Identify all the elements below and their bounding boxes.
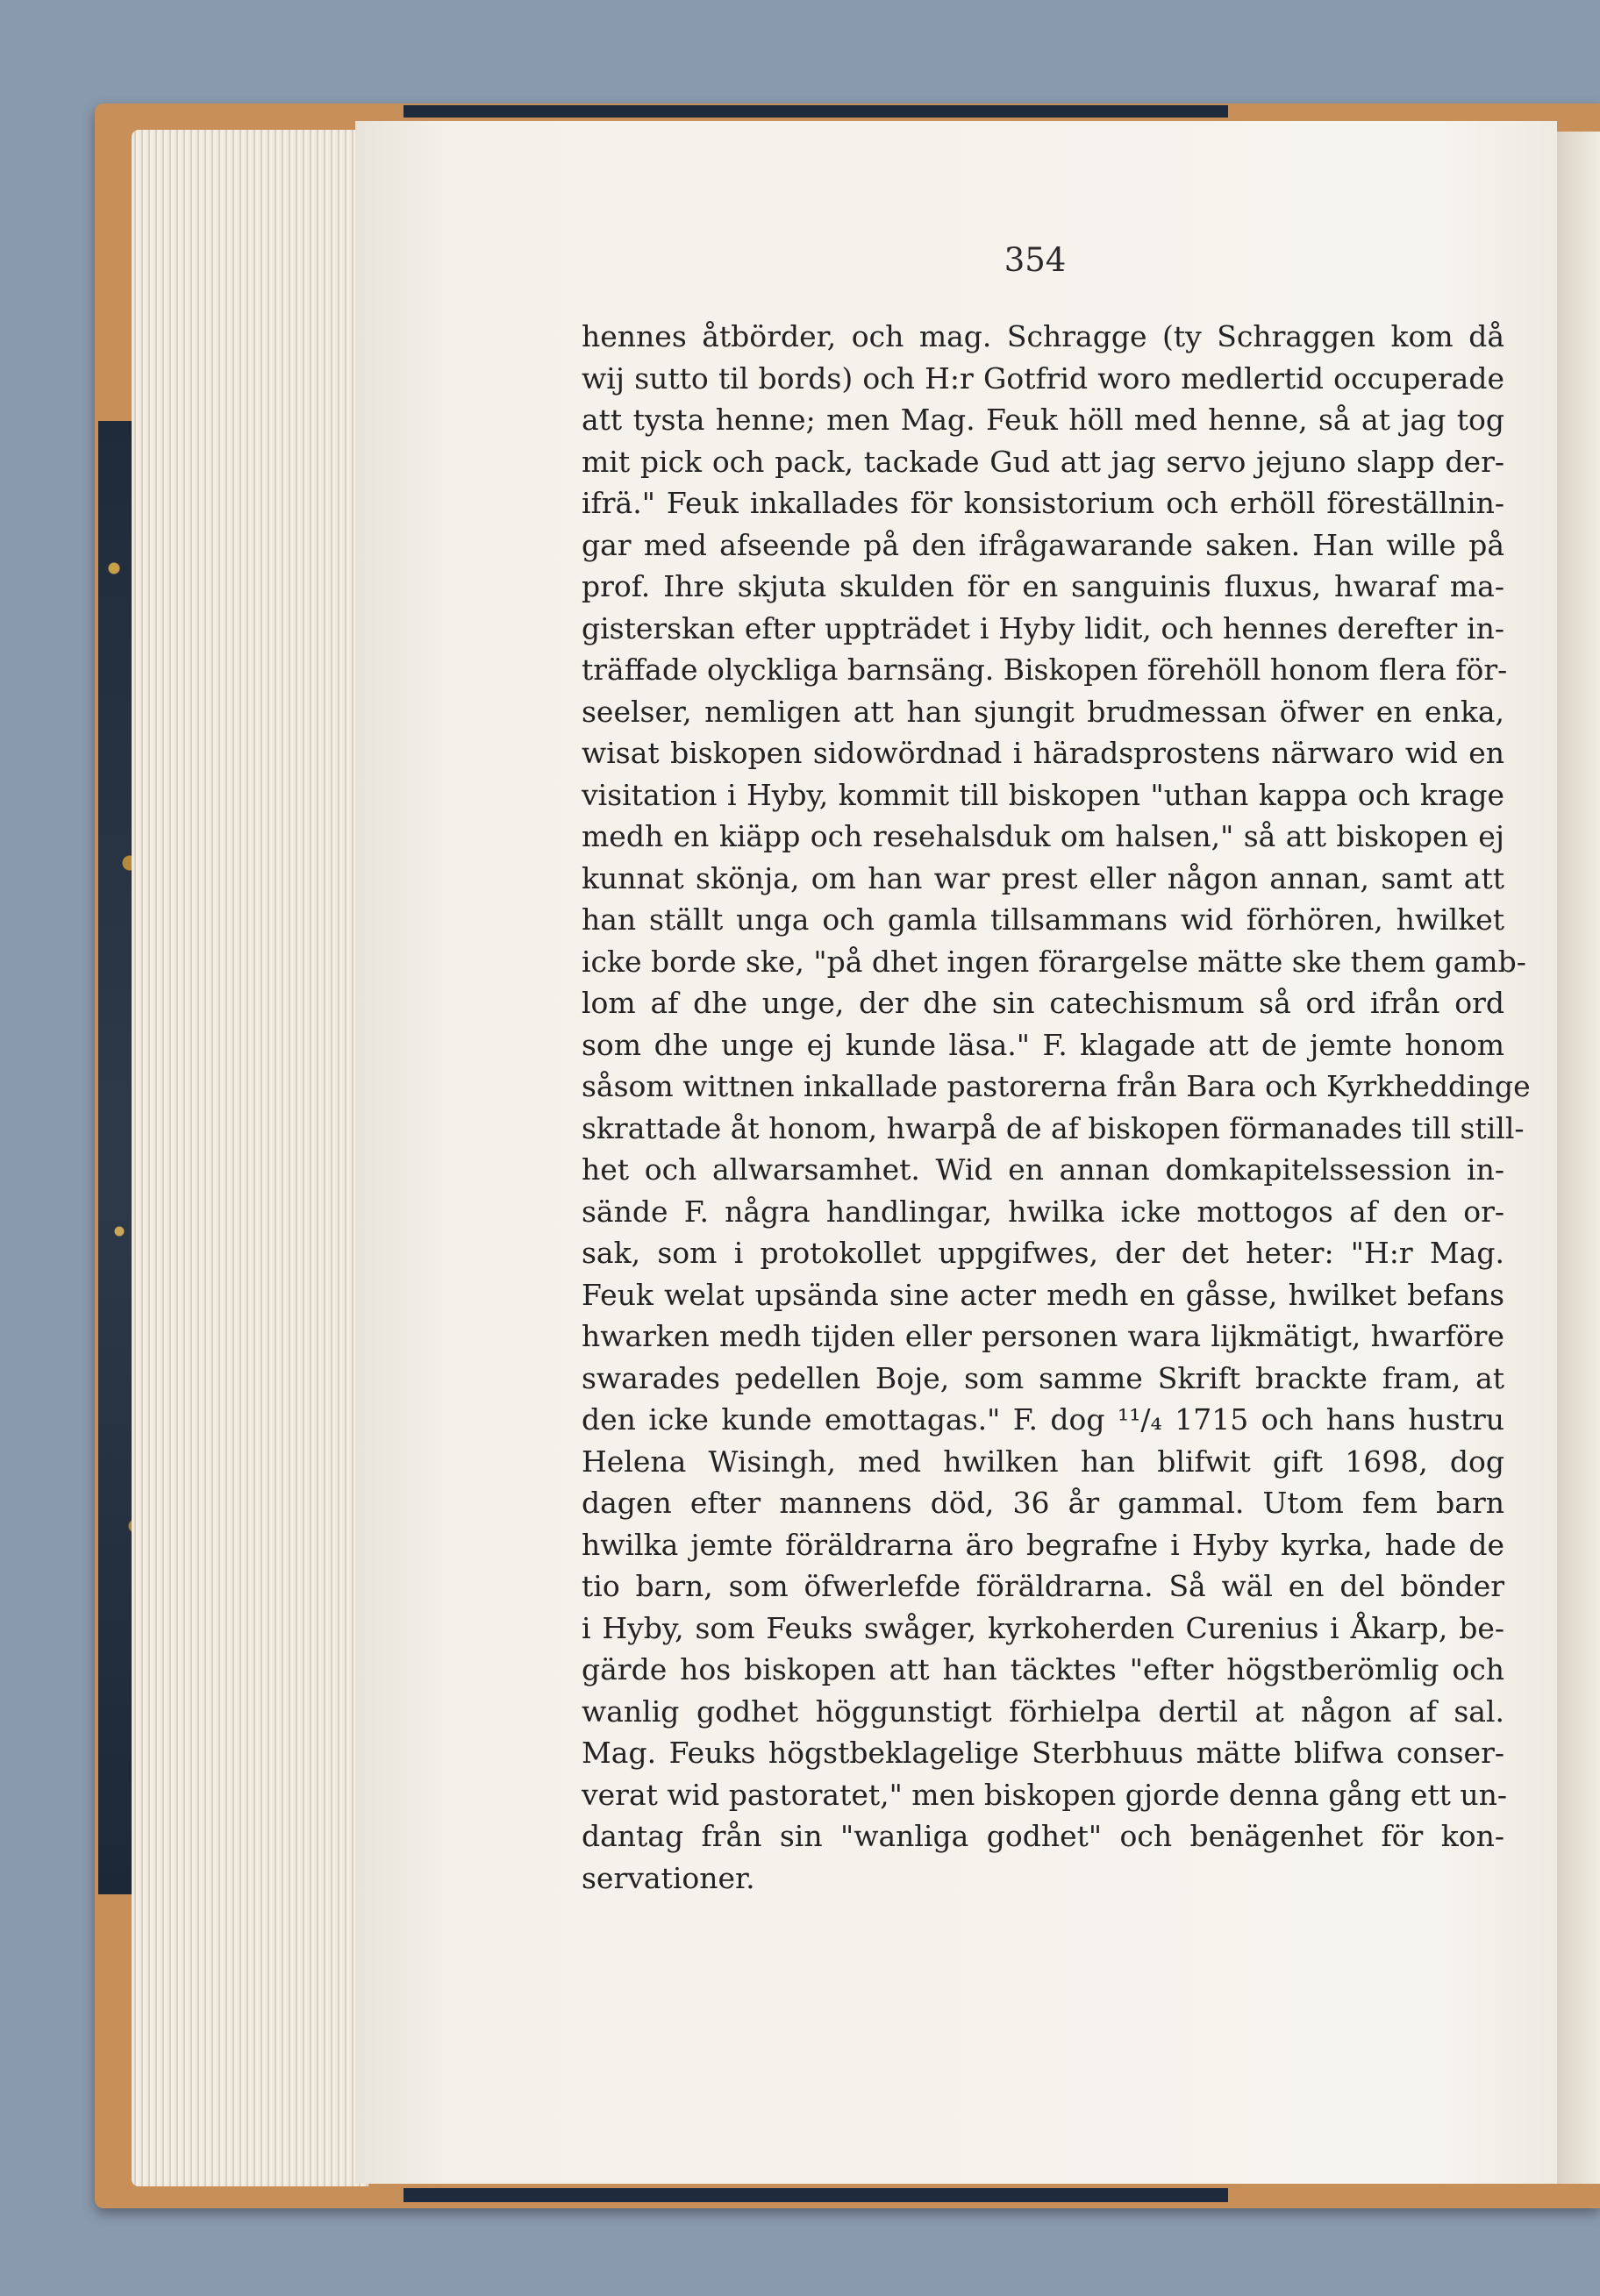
text-line: wanlig godhet höggunstigt förhielpa dertil at någon af sal. xyxy=(582,1693,1504,1729)
text-line: prof. Ihre skjuta skulden för en sanguinis fluxus, hwaraf ma- xyxy=(582,569,1504,603)
page-number: 354 xyxy=(1004,241,1067,279)
text-line: dagen efter mannens död, 36 år gammal. Utom fem barn xyxy=(582,1486,1504,1520)
text-line: icke borde ske, "på dhet ingen förargelse mätte ske them gamb- xyxy=(582,944,1526,979)
text-line: såsom wittnen inkallade pastorerna från Bara och Kyrkheddinge xyxy=(582,1069,1531,1103)
text-line: lom af dhe unge, der dhe sin catechismum så ord ifrån ord xyxy=(582,986,1504,1020)
page-edges xyxy=(132,130,368,2186)
text-line: mit pick och pack, tackade Gud att jag servo jejuno slapp der- xyxy=(582,444,1504,479)
text-line: wij sutto til bords) och H:r Gotfrid woro medlertid occuperade xyxy=(582,360,1504,396)
text-line: medh en kiäpp och resehalsduk om halsen," så att biskopen ej xyxy=(582,819,1504,853)
text-line: skrattade åt honom, hwarpå de af biskopen förmanades till still- xyxy=(582,1110,1525,1145)
text-line: dantag från sin "wanliga godhet" och benägenhet för kon- xyxy=(582,1819,1504,1853)
text-line: seelser, nemligen att han sjungit brudmessan öfwer en enka, xyxy=(582,694,1504,729)
cover-band-top xyxy=(404,105,1228,118)
text-line: han ställt unga och gamla tillsammans wid förhören, hwilket xyxy=(582,902,1504,937)
text-line: sände F. några handlingar, hwilka icke mottogos af den or- xyxy=(582,1194,1504,1229)
text-line: servationer. xyxy=(582,1860,755,1895)
text-line: kunnat skönja, om han war prest eller någon annan, samt att xyxy=(582,860,1504,895)
text-line: verat wid pastoratet," men biskopen gjorde denna gång ett un- xyxy=(582,1777,1508,1812)
text-line: gärde hos biskopen att han täcktes "efter högstberömlig och xyxy=(582,1652,1504,1686)
cover-band-bottom xyxy=(404,2188,1228,2202)
text-line: hennes åtbörder, och mag. Schragge (ty Schraggen kom då xyxy=(582,319,1504,353)
text-line: sak, som i protokollet uppgifwes, der det heter: "H:r Mag. xyxy=(582,1236,1504,1270)
text-line: tio barn, som öfwerlefde föräldrarna. Så wäl en del bönder xyxy=(582,1569,1504,1603)
text-line: wisat biskopen sidowördnad i häradsprostens närwaro wid en xyxy=(582,736,1504,770)
text-line: att tysta henne; men Mag. Feuk höll med henne, så at jag tog xyxy=(582,403,1504,437)
text-line: ifrä." Feuk inkallades för konsistorium och erhöll föreställnin- xyxy=(582,486,1504,520)
text-line: swarades pedellen Boje, som samme Skrift brackte fram, at xyxy=(582,1360,1504,1395)
text-line: het och allwarsamhet. Wid en annan domkapitelssession in- xyxy=(582,1152,1504,1187)
text-line: Helena Wisingh, med hwilken han blifwit gift 1698, dog xyxy=(582,1444,1504,1479)
text-line: hwilka jemte föräldrarna äro begrafne i Hyby kyrka, hade de xyxy=(582,1527,1504,1562)
text-line: hwarken medh tijden eller personen wara lijkmätigt, hwarföre xyxy=(582,1319,1504,1353)
text-line: visitation i Hyby, kommit till biskopen "uthan kappa och krage xyxy=(582,777,1504,812)
text-line: Mag. Feuks högstbeklagelige Sterbhuus mätte blifwa conser- xyxy=(582,1736,1504,1770)
text-line: gisterskan efter uppträdet i Hyby lidit, och hennes derefter in- xyxy=(582,610,1504,645)
text-line: träffade olyckliga barnsäng. Biskopen förehöll honom flera för- xyxy=(582,652,1508,687)
text-line: i Hyby, som Feuks swåger, kyrkoherden Curenius i Åkarp, be- xyxy=(582,1610,1504,1645)
text-line: gar med afseende på den ifrågawarande saken. Han wille på xyxy=(582,527,1504,562)
right-page-edge xyxy=(1557,132,1600,2184)
page-body-text xyxy=(582,316,1531,1899)
text-line: som dhe unge ej kunde läsa." F. klagade att de jemte honom xyxy=(582,1027,1504,1062)
text-line: den icke kunde emottagas." F. dog ¹¹/₄ 1715 och hans hustru xyxy=(582,1402,1504,1437)
text-line: Feuk welat upsända sine acter medh en gåsse, hwilket befans xyxy=(582,1277,1504,1312)
